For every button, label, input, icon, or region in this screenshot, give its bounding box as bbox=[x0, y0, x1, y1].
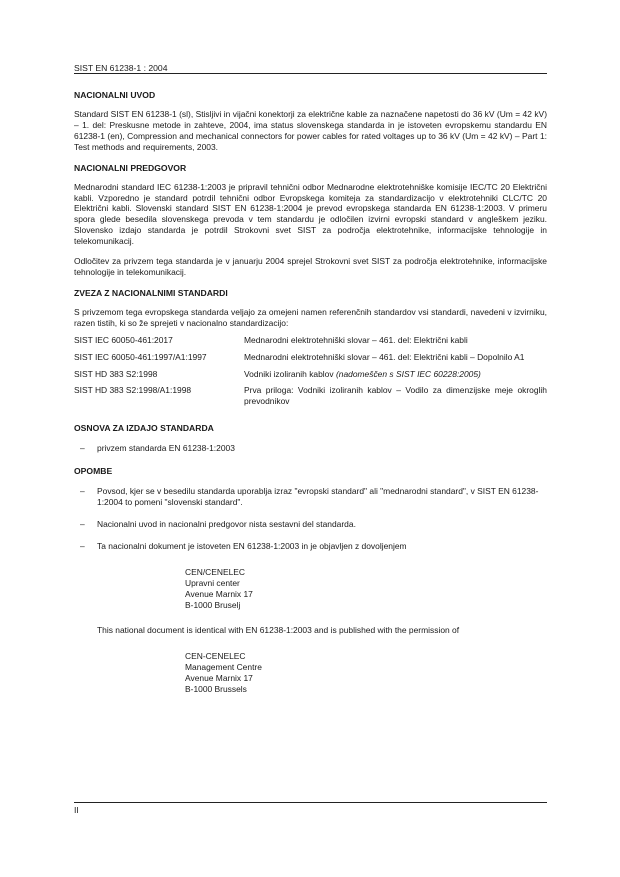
section-heading: OPOMBE bbox=[74, 466, 113, 477]
reference-code: SIST HD 383 S2:1998/A1:1998 bbox=[74, 385, 192, 396]
reference-note: (nadomeščen s SIST IEC 60228:2005) bbox=[335, 368, 481, 379]
document-code: SIST EN 61238-1 : 2004 bbox=[74, 63, 168, 73]
address-line: Upravni center bbox=[185, 577, 240, 588]
list-item bbox=[80, 541, 547, 552]
address-line: Avenue Marnix 17 bbox=[185, 672, 253, 683]
table-row bbox=[74, 369, 547, 386]
section-nacionalni-predgovor bbox=[74, 163, 547, 278]
reference-table bbox=[74, 335, 547, 414]
address-line: Management Centre bbox=[185, 661, 262, 672]
address-block-en bbox=[185, 651, 547, 695]
reference-title: Vodniki izoliranih kablov bbox=[244, 368, 336, 379]
list-item-text: privzem standarda EN 61238-1:2003 bbox=[97, 443, 235, 454]
reference-title: Mednarodni elektrotehniški slovar – 461. del: Električni kabli bbox=[244, 334, 468, 345]
section-paragraph: Standard SIST EN 61238-1 (sl), Stisljivi in vijačni konektorji za električne kable za naznačene napetosti do 36 kV (Um = 42 kV) – 1. del: Preskusne metode in zahteve, 2004, ima status slovenskega standarda in je istoveten evropskemu standardu EN 61238-1 (en), Compression and mechanical connectors for power cables for rated voltages up to 36 kV (Um = 42 kV) – Part 1: Test methods and requirements, 2003. bbox=[74, 109, 547, 152]
section-nacionalni-uvod bbox=[74, 90, 547, 153]
table-row bbox=[74, 352, 547, 369]
section-osnova bbox=[74, 423, 547, 454]
page-number: II bbox=[74, 805, 79, 815]
english-statement: This national document is identical with EN 61238-1:2003 and is published with the permission of bbox=[97, 624, 460, 635]
section-zveza bbox=[74, 288, 547, 413]
section-heading: NACIONALNI UVOD bbox=[74, 90, 156, 100]
page-content bbox=[74, 90, 547, 705]
reference-code: SIST IEC 60050-461:2017 bbox=[74, 334, 173, 345]
section-heading: ZVEZA Z NACIONALNIMI STANDARDI bbox=[74, 287, 228, 298]
address-line: CEN-CENELEC bbox=[185, 650, 246, 661]
section-paragraph: Odločitev za privzem tega standarda je v januarju 2004 sprejel Strokovni svet SIST za področja elektrotehnike, informacijske tehnologije in telekomunikacij. bbox=[74, 256, 547, 277]
reference-title: Mednarodni elektrotehniški slovar – 461. del: Električni kabli – Dopolnilo A1 bbox=[244, 351, 525, 362]
address-line: CEN/CENELEC bbox=[185, 566, 246, 577]
dash-bullet: – bbox=[80, 486, 85, 497]
address-line: B-1000 Brussels bbox=[185, 683, 247, 694]
section-paragraph: Mednarodni standard IEC 61238-1:2003 je pripravil tehnični odbor Mednarodne elektrotehniške komisije IEC/TC 20 Električni kabli. Vzporedno je standard potrdil tehnični odbor Evropskega komiteja za standardizacijo v elektrotehniki CLC/TC 20 Električni kabli. Slovenski standard SIST EN 61238-1:2004 je prevod evropskega standarda EN 61238-1:2003. V primeru spora glede besedila slovenskega prevoda v tem standardu je odločilen izvirni evropski standard v angleškem jeziku. Slovensko izdajo standarda je potrdil Strokovni svet SIST za področja elektrotehnike, informacijske tehnologije in telekomunikacij. bbox=[74, 181, 547, 247]
dash-bullet: – bbox=[80, 518, 85, 529]
table-row bbox=[74, 385, 547, 413]
reference-code: SIST IEC 60050-461:1997/A1:1997 bbox=[74, 351, 207, 362]
section-heading: OSNOVA ZA IZDAJO STANDARDA bbox=[74, 423, 214, 434]
list-item bbox=[80, 486, 547, 508]
list-item bbox=[80, 519, 547, 530]
reference-code: SIST HD 383 S2:1998 bbox=[74, 368, 158, 379]
section-paragraph: S privzemom tega evropskega standarda veljajo za omejeni namen referenčnih standardov vsi standardi, navedeni v izvirniku, razen tistih, ki so že sprejeti v nacionalno standardizacijo: bbox=[74, 306, 547, 328]
list-item bbox=[80, 443, 547, 454]
list-item-text: Ta nacionalni dokument je istoveten EN 61238-1:2003 in je objavljen z dovoljenjem bbox=[97, 540, 407, 551]
reference-title: Prva priloga: Vodniki izoliranih kablov – Vodilo za dimenzijske meje okroglih prevodnikov bbox=[244, 385, 547, 407]
dash-bullet: – bbox=[80, 540, 85, 551]
section-heading: NACIONALNI PREDGOVOR bbox=[74, 162, 187, 173]
address-line: Avenue Marnix 17 bbox=[185, 588, 253, 599]
list-item-text: Nacionalni uvod in nacionalni predgovor nista sestavni del standarda. bbox=[97, 518, 356, 529]
address-line: B-1000 Bruselj bbox=[185, 599, 241, 610]
header-rule bbox=[74, 73, 547, 74]
address-block-sl bbox=[185, 567, 547, 611]
section-opombe bbox=[74, 466, 547, 695]
list-item-text: Povsod, kjer se v besedilu standarda uporablja izraz "evropski standard" ali "mednarodni standard", v SIST EN 61238-1:2004 to pomeni "slovenski standard". bbox=[97, 486, 539, 508]
dash-bullet: – bbox=[80, 443, 85, 454]
footer-rule bbox=[74, 802, 547, 803]
table-row bbox=[74, 335, 547, 352]
reference-title-cell bbox=[244, 369, 547, 386]
